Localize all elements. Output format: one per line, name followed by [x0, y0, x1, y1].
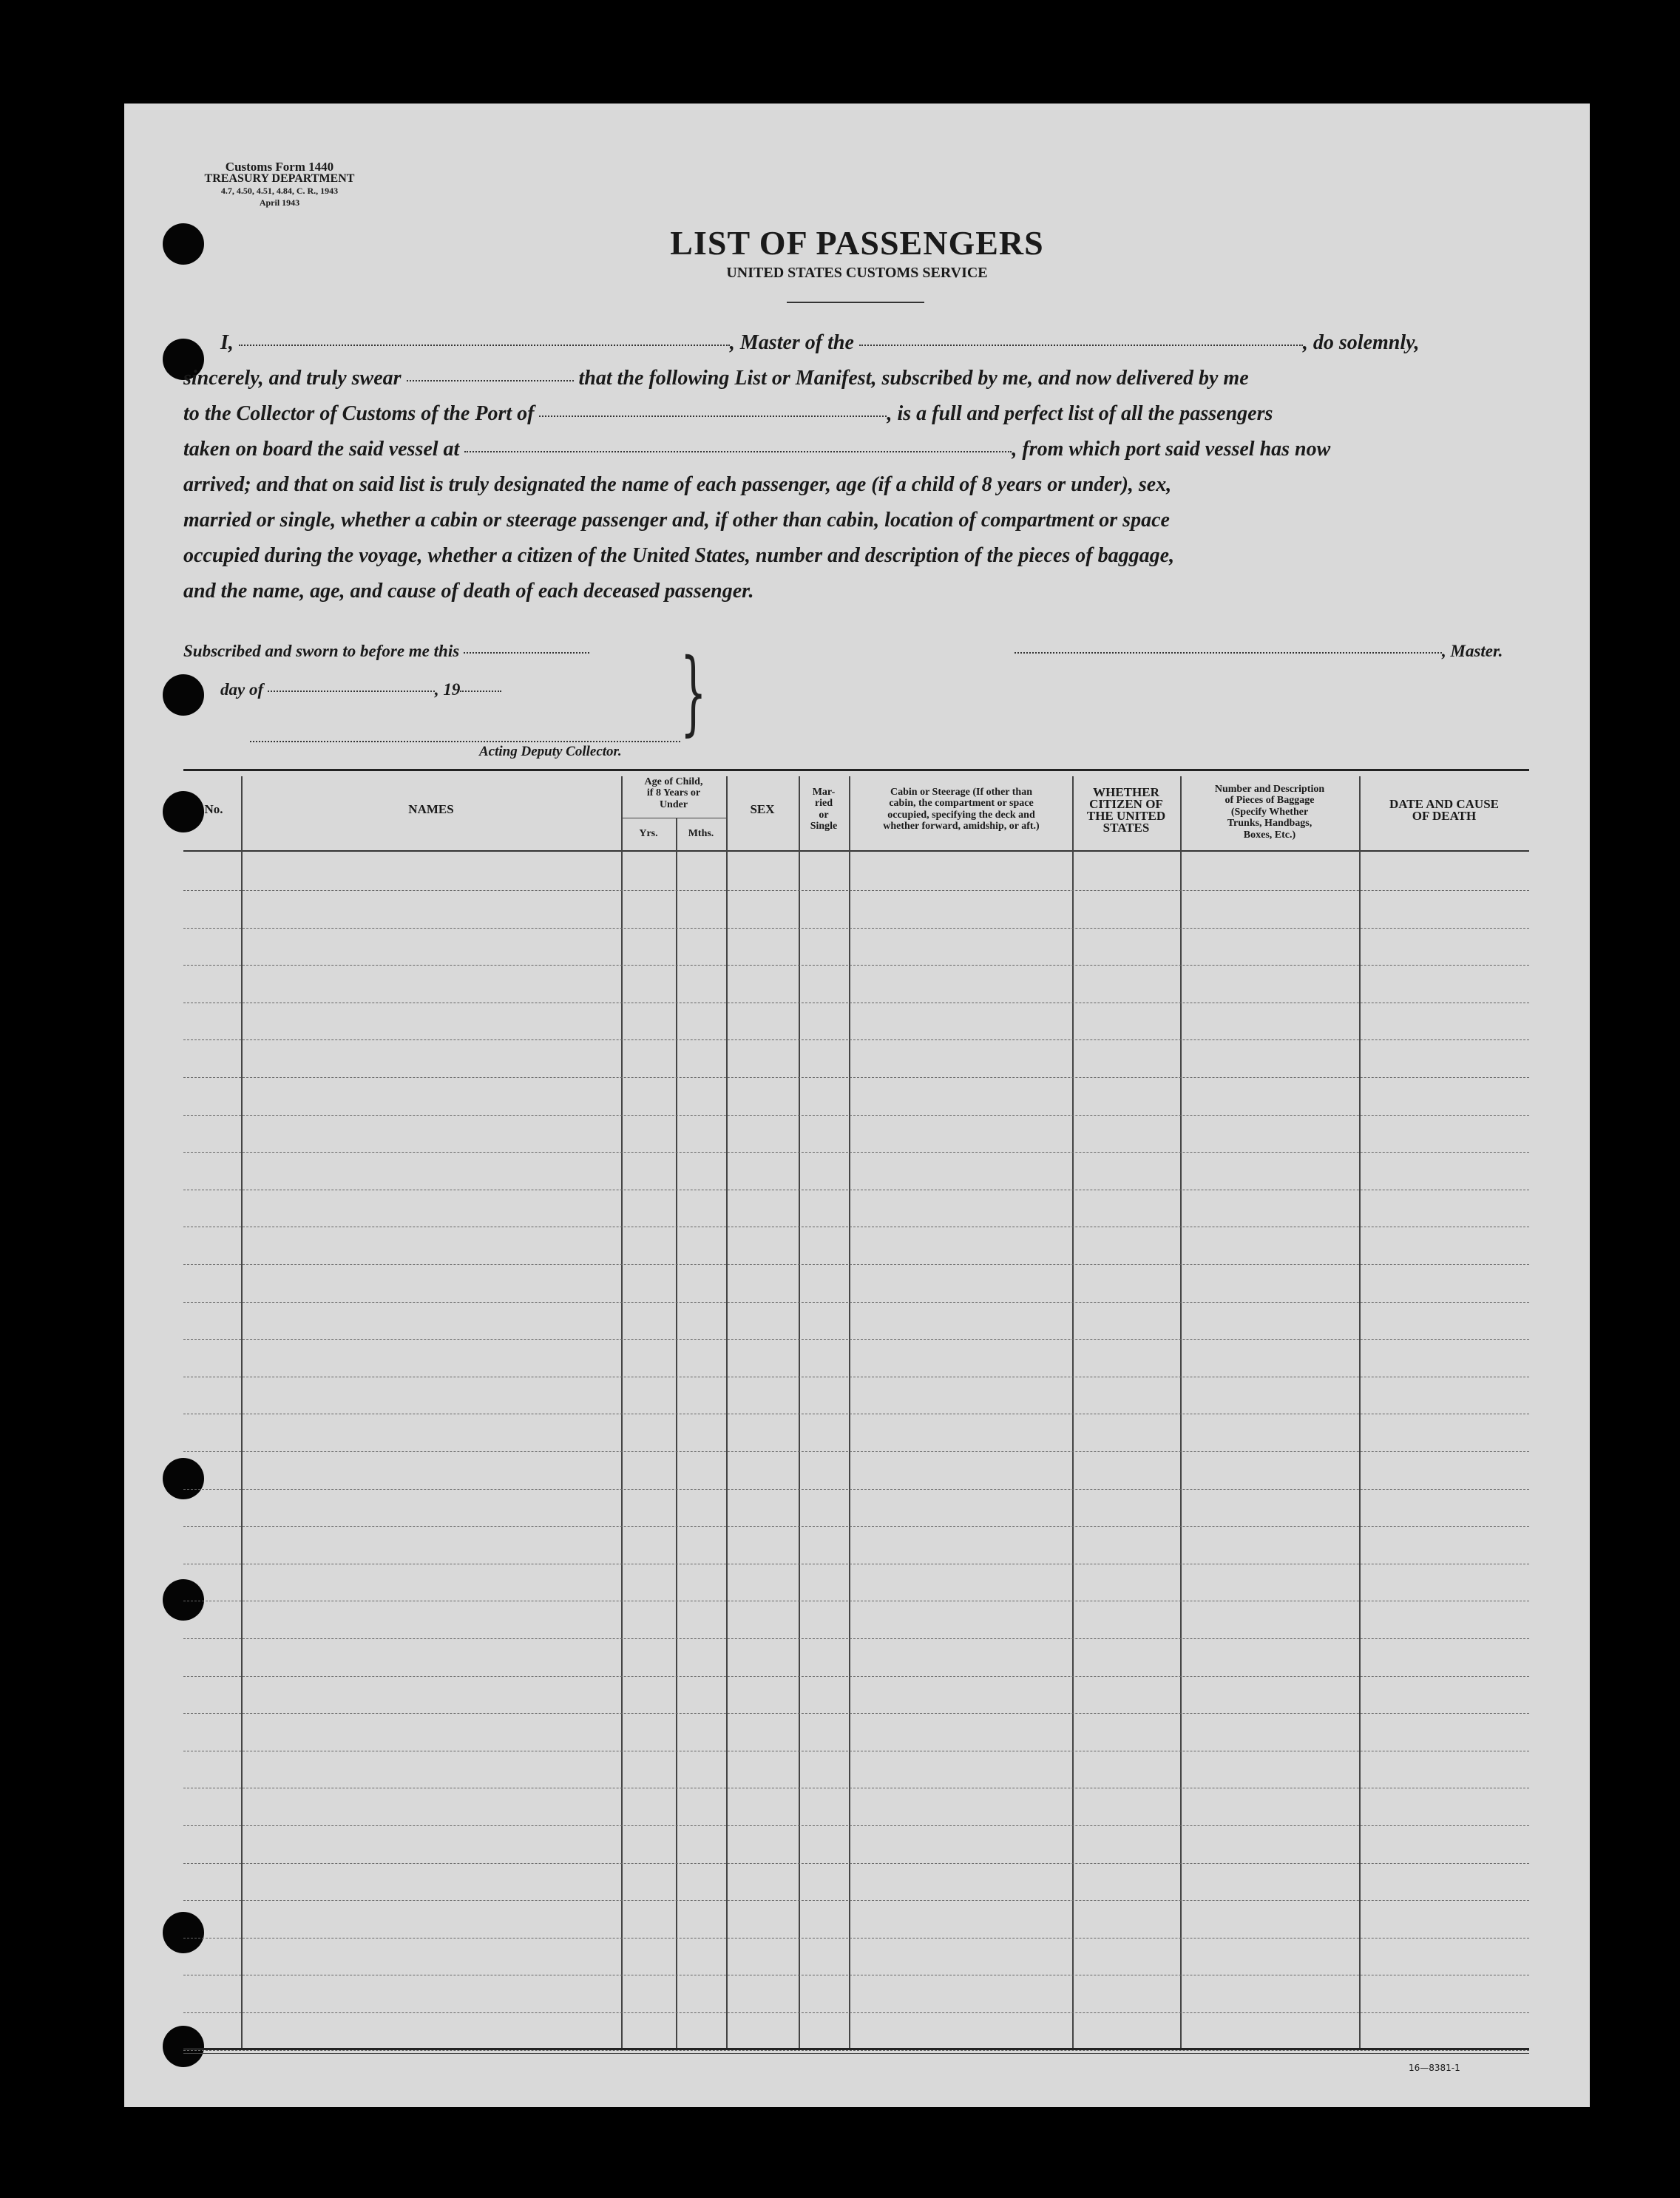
- collector-signature-field[interactable]: [250, 741, 680, 742]
- table-row[interactable]: [183, 965, 1529, 966]
- subscribed-line: Subscribed and sworn to before me this: [183, 642, 589, 661]
- table-row[interactable]: [183, 1115, 1529, 1116]
- column-divider: [241, 776, 243, 2048]
- table-row[interactable]: [183, 1676, 1529, 1677]
- table-row[interactable]: [183, 1264, 1529, 1265]
- oath-line-3: to the Collector of Customs of the Port of , is a full and perfect list of all the passengers: [183, 402, 1273, 425]
- column-divider: [1359, 776, 1361, 2048]
- punch-hole: [163, 1458, 204, 1499]
- oath-line-4: taken on board the said vessel at , from which port said vessel has now: [183, 438, 1331, 461]
- table-row[interactable]: [183, 1489, 1529, 1490]
- table-row[interactable]: [183, 1863, 1529, 1864]
- form-identifier: [176, 161, 383, 208]
- column-divider: [726, 776, 728, 2048]
- table-header-rule: [183, 850, 1529, 852]
- page-subtitle: UNITED STATES CUSTOMS SERVICE: [726, 265, 988, 281]
- column-header-married: Mar- ried or Single: [810, 787, 838, 832]
- column-divider: [1180, 776, 1182, 2048]
- brace-mark: }: [680, 640, 707, 746]
- vessel-name-field[interactable]: [859, 345, 1303, 346]
- table-row[interactable]: [183, 1339, 1529, 1340]
- column-header-death: DATE AND CAUSE OF DEATH: [1389, 797, 1499, 824]
- table-row[interactable]: [183, 1526, 1529, 1527]
- day-of-line: day of , 19: [220, 680, 501, 699]
- print-code: 16—8381-1: [1409, 2063, 1460, 2073]
- column-header-age: Age of Child, if 8 Years or Under: [644, 776, 703, 810]
- column-header-citizen: WHETHER CITIZEN OF THE UNITED STATES: [1086, 785, 1166, 835]
- oath-line-5: arrived; and that on said list is truly designated the name of each passenger, age (if a child of 8 years or under), sex,: [183, 473, 1172, 496]
- form-department: TREASURY DEPARTMENT: [204, 172, 355, 185]
- form-regulations: 4.7, 4.50, 4.51, 4.84, C. R., 1943: [220, 186, 339, 196]
- column-divider: [849, 776, 850, 2048]
- master-signature-line: , Master.: [1015, 642, 1503, 661]
- embark-port-field[interactable]: [464, 451, 1012, 452]
- column-divider: [1072, 776, 1074, 2048]
- punch-hole: [163, 674, 204, 716]
- table-row[interactable]: [183, 2012, 1529, 2013]
- table-row[interactable]: [183, 2050, 1529, 2051]
- table-row[interactable]: [183, 1638, 1529, 1639]
- collector-caption: Acting Deputy Collector.: [479, 744, 622, 759]
- table-row[interactable]: [183, 890, 1529, 891]
- punch-hole: [163, 2026, 204, 2067]
- table-row[interactable]: [183, 1713, 1529, 1714]
- table-row[interactable]: [183, 1039, 1529, 1040]
- table-bottom-rule-thin: [183, 2053, 1529, 2054]
- oath-line-2: sincerely, and truly swear that the following List or Manifest, subscribed by me, and now delivered by me: [183, 367, 1249, 390]
- column-header-yrs: Yrs.: [639, 828, 658, 839]
- table-row[interactable]: [183, 1825, 1529, 1826]
- column-header-mths: Mths.: [688, 828, 714, 839]
- column-header-names: NAMES: [408, 802, 454, 816]
- column-divider: [799, 776, 800, 2048]
- table-top-rule: [183, 769, 1529, 771]
- month-field[interactable]: [268, 691, 435, 692]
- oath-line-8: and the name, age, and cause of death of each deceased passenger.: [183, 580, 754, 603]
- table-row[interactable]: [183, 1152, 1529, 1153]
- oath-line-6: married or single, whether a cabin or steerage passenger and, if other than cabin, location of compartment or space: [183, 509, 1170, 532]
- table-row[interactable]: [183, 1451, 1529, 1452]
- punch-hole: [163, 1912, 204, 1953]
- column-header-no: No.: [204, 802, 223, 816]
- column-divider: [621, 776, 623, 2048]
- form-number: Customs Form 1440: [225, 160, 334, 174]
- column-header-cabin: Cabin or Steerage (If other than cabin, the compartment or space occupied, specifying the deck and whether forward, amidship, or aft.): [883, 787, 1040, 832]
- table-row[interactable]: [183, 1900, 1529, 1901]
- table-row[interactable]: [183, 1302, 1529, 1303]
- table-row[interactable]: [183, 928, 1529, 929]
- oath-line-1: I, , Master of the , do solemnly,: [220, 331, 1420, 354]
- column-header-baggage: Number and Description of Pieces of Baggage (Specify Whether Trunks, Handbags, Boxes, Etc.): [1214, 784, 1325, 841]
- sworn-date-field[interactable]: [464, 652, 589, 654]
- master-signature-field[interactable]: [1015, 652, 1442, 654]
- title-rule: [787, 302, 924, 303]
- column-header-sex: SEX: [750, 802, 775, 816]
- year-field[interactable]: [460, 691, 501, 692]
- table-row[interactable]: [183, 1077, 1529, 1078]
- port-field[interactable]: [539, 415, 887, 417]
- punch-hole: [163, 1579, 204, 1621]
- swear-field[interactable]: [407, 380, 574, 381]
- oath-line-7: occupied during the voyage, whether a citizen of the United States, number and description of the pieces of baggage,: [183, 544, 1175, 567]
- page-title: LIST OF PASSENGERS: [670, 224, 1044, 262]
- master-name-field[interactable]: [239, 345, 730, 346]
- form-date: April 1943: [259, 197, 300, 208]
- form-paper: [124, 104, 1590, 2107]
